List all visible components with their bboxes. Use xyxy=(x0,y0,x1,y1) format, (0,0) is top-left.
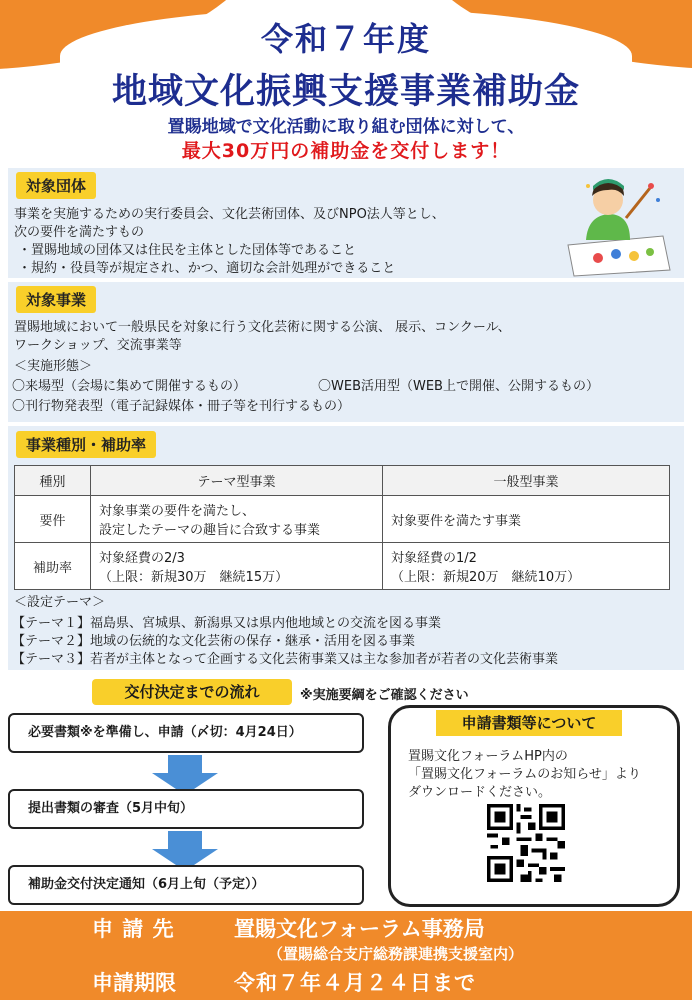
cell-text: （上限：新規20万 継続10万） xyxy=(391,570,581,585)
table-cell xyxy=(91,543,383,590)
theme-item: 【テーマ３】若者が主体となって企画する文化芸術事業又は主な参加者が若者の文化芸術事業 xyxy=(12,652,559,667)
info-line: 置賜文化フォーラムHP内の xyxy=(408,749,568,764)
table-header: 種別 xyxy=(15,466,91,496)
table-row xyxy=(15,496,670,543)
subtitle: 置賜地域で文化活動に取り組む団体に対して、 xyxy=(167,117,525,137)
deadline-value: 令和７年４月２４日まで xyxy=(234,971,476,995)
applicant-office: 置賜文化フォーラム事務局 xyxy=(234,917,485,941)
table-cell xyxy=(383,543,670,590)
painter-illustration xyxy=(558,170,678,278)
target-groups-line: 事業を実施するための実行委員会、文化芸術団体、及びNPO法人等とし、 xyxy=(14,207,445,222)
flow-note: ※実施要綱をご確認ください xyxy=(300,688,469,703)
row-label: 要件 xyxy=(15,496,91,543)
target-groups-line: 次の要件を満たすもの xyxy=(14,225,145,240)
flow-tag: 交付決定までの流れ xyxy=(92,679,292,705)
flow-step: 提出書類の審査（5月中旬） xyxy=(8,789,364,829)
cell-text: 対象事業の要件を満たし、 xyxy=(99,504,256,519)
format-item: 〇刊行物発表型（電子記録媒体・冊子等を刊行するもの） xyxy=(12,399,351,414)
deadline-label: 申請期限 xyxy=(92,971,176,995)
table-header: 一般型事業 xyxy=(383,466,670,496)
theme-item: 【テーマ１】福島県、宮城県、新潟県又は県内他地域との交流を図る事業 xyxy=(12,616,442,631)
format-item: 〇来場型（会場に集めて開催するもの） xyxy=(12,379,247,394)
table-header: テーマ型事業 xyxy=(91,466,383,496)
flow-step: 補助金交付決定通知（6月上旬（予定）） xyxy=(8,865,364,905)
subtitle-highlight: 最大30万円の補助金を交付します！ xyxy=(181,140,511,162)
format-item: 〇WEB活用型（WEB上で開催、公開するもの） xyxy=(318,379,599,394)
info-line: 「置賜文化フォーラムのお知らせ」より xyxy=(408,767,641,782)
rates-table xyxy=(14,465,670,590)
target-groups-line: ・規約・役員等が規定され、かつ、適切な会計処理ができること xyxy=(18,261,396,276)
row-label: 補助率 xyxy=(15,543,91,590)
cell-text: （上限：新規30万 継続15万） xyxy=(99,570,289,585)
table-cell: 対象要件を満たす事業 xyxy=(383,496,670,543)
theme-item: 【テーマ２】地域の伝統的な文化芸術の保存・継承・活用を図る事業 xyxy=(12,634,416,649)
target-groups-tag: 対象団体 xyxy=(16,172,96,199)
footer xyxy=(0,911,692,1000)
table-cell xyxy=(91,496,383,543)
target-groups-line: ・置賜地域の団体又は住民を主体とした団体等であること xyxy=(18,243,357,258)
table-row xyxy=(15,543,670,590)
applicant-label: 申 請 先 xyxy=(92,917,175,941)
qr-code-icon[interactable] xyxy=(487,804,565,882)
cell-text: 対象経費の1/2 xyxy=(391,551,477,566)
cell-text: 設定したテーマの趣旨に合致する事業 xyxy=(99,523,321,538)
title-year: 令和７年度 xyxy=(260,20,431,58)
header xyxy=(0,0,692,165)
rates-tag: 事業種別・補助率 xyxy=(16,431,156,458)
target-projects-tag: 対象事業 xyxy=(16,286,96,313)
target-projects-line: 置賜地域において一般県民を対象に行う文化芸術に関する公演、 展示、コンクール、 xyxy=(14,320,511,335)
flow-step: 必要書類※を準備し、申請（〆切：4月24日） xyxy=(8,713,364,753)
format-heading: ＜実施形態＞ xyxy=(14,359,93,374)
applicant-office-sub: （置賜総合支庁総務課連携支援室内） xyxy=(268,945,524,963)
table-header-row xyxy=(15,466,670,496)
application-docs-tag: 申請書類等について xyxy=(436,710,622,736)
info-line: ダウンロードください。 xyxy=(408,785,552,800)
cell-text: 対象経費の2/3 xyxy=(99,551,185,566)
page-title: 地域文化振興支援事業補助金 xyxy=(111,72,580,112)
target-projects-line: ワークショップ、交流事業等 xyxy=(14,338,182,353)
themes-heading: ＜設定テーマ＞ xyxy=(14,595,106,610)
